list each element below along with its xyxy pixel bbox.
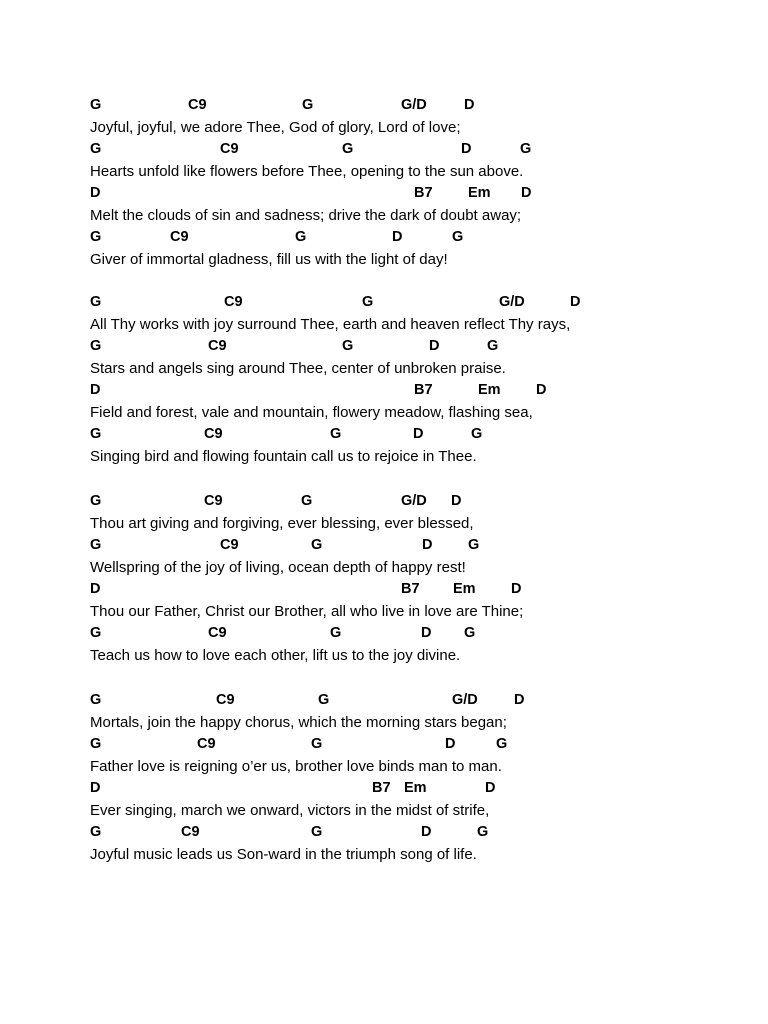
chord: D <box>90 780 101 796</box>
chord-line <box>90 227 730 249</box>
chord: G <box>342 141 354 157</box>
chord: G/D <box>401 97 427 113</box>
verse-2 <box>90 292 730 468</box>
chord: G <box>311 824 323 840</box>
chord-line <box>90 491 730 513</box>
chord: G <box>90 736 102 752</box>
chord: G <box>362 294 374 310</box>
chord: C9 <box>216 692 235 708</box>
chord: Em <box>453 581 476 597</box>
lyric-line: Father love is reigning o’er us, brother love binds man to man. <box>90 758 502 775</box>
chord: D <box>413 426 424 442</box>
chord: B7 <box>414 185 433 201</box>
chord-line <box>90 579 730 601</box>
chord-line <box>90 623 730 645</box>
chord: D <box>421 824 432 840</box>
chord: C9 <box>208 625 227 641</box>
chord: C9 <box>204 493 223 509</box>
lyric-line: Joyful, joyful, we adore Thee, God of glory, Lord of love; <box>90 119 461 136</box>
chord: Em <box>478 382 501 398</box>
chord: G <box>311 736 323 752</box>
chord: D <box>90 581 101 597</box>
lyric-line: Field and forest, vale and mountain, flowery meadow, flashing sea, <box>90 404 533 421</box>
lyric-line: Stars and angels sing around Thee, center of unbroken praise. <box>90 360 506 377</box>
chord: B7 <box>401 581 420 597</box>
lyric-line: Giver of immortal gladness, fill us with the light of day! <box>90 251 448 268</box>
chord-line <box>90 292 730 314</box>
lyric-line: Joyful music leads us Son-ward in the triumph song of life. <box>90 846 477 863</box>
chord: G <box>464 625 476 641</box>
chord: Em <box>404 780 427 796</box>
chord: G <box>90 537 102 553</box>
chord: G/D <box>401 493 427 509</box>
lyric-line: All Thy works with joy surround Thee, earth and heaven reflect Thy rays, <box>90 316 571 333</box>
lyric-line: Hearts unfold like flowers before Thee, opening to the sun above. <box>90 163 524 180</box>
chord: D <box>521 185 532 201</box>
chord: G/D <box>499 294 525 310</box>
verse-4 <box>90 690 730 866</box>
chord: D <box>429 338 440 354</box>
chord: G <box>496 736 508 752</box>
chord-line <box>90 535 730 557</box>
chord: G <box>302 97 314 113</box>
chord: G <box>90 338 102 354</box>
chord: G <box>90 824 102 840</box>
chord-line <box>90 690 730 712</box>
chord: D <box>451 493 462 509</box>
chord: C9 <box>220 141 239 157</box>
chord: G <box>487 338 499 354</box>
chord: G <box>330 625 342 641</box>
chord: G <box>301 493 313 509</box>
chord: Em <box>468 185 491 201</box>
chord: G <box>452 229 464 245</box>
chord-line <box>90 424 730 446</box>
verse-1 <box>90 95 730 271</box>
chord: B7 <box>372 780 391 796</box>
chord: D <box>570 294 581 310</box>
chord-line <box>90 380 730 402</box>
chord: G <box>471 426 483 442</box>
chord: C9 <box>224 294 243 310</box>
chord: C9 <box>170 229 189 245</box>
chord: G <box>90 625 102 641</box>
chord: D <box>392 229 403 245</box>
chord: G <box>90 294 102 310</box>
chord: C9 <box>197 736 216 752</box>
chord: D <box>90 382 101 398</box>
chord: D <box>421 625 432 641</box>
chord: C9 <box>188 97 207 113</box>
chord: G <box>477 824 489 840</box>
chord-line <box>90 183 730 205</box>
lyric-line: Melt the clouds of sin and sadness; drive the dark of doubt away; <box>90 207 522 224</box>
lyric-line: Singing bird and flowing fountain call us to rejoice in Thee. <box>90 448 477 465</box>
chord: G <box>330 426 342 442</box>
chord: G <box>311 537 323 553</box>
chord: C9 <box>204 426 223 442</box>
chord-line <box>90 336 730 358</box>
chord: G <box>90 493 102 509</box>
chord: D <box>536 382 547 398</box>
lyric-line: Teach us how to love each other, lift us to the joy divine. <box>90 647 461 664</box>
chord: G <box>90 692 102 708</box>
verse-3 <box>90 491 730 667</box>
chord: D <box>461 141 472 157</box>
chord-line <box>90 778 730 800</box>
chord: G/D <box>452 692 478 708</box>
chord: G <box>342 338 354 354</box>
chord: D <box>422 537 433 553</box>
chord: D <box>511 581 522 597</box>
lyric-line: Wellspring of the joy of living, ocean depth of happy rest! <box>90 559 466 576</box>
chord: G <box>520 141 532 157</box>
chord: C9 <box>208 338 227 354</box>
lyric-line: Thou our Father, Christ our Brother, all who live in love are Thine; <box>90 603 524 620</box>
chord-line <box>90 734 730 756</box>
chord: D <box>514 692 525 708</box>
chord: C9 <box>220 537 239 553</box>
chord: D <box>464 97 475 113</box>
chord-line <box>90 95 730 117</box>
chord: G <box>468 537 480 553</box>
chord: G <box>90 426 102 442</box>
chord: D <box>445 736 456 752</box>
chord: G <box>318 692 330 708</box>
lyric-line: Thou art giving and forgiving, ever blessing, ever blessed, <box>90 515 474 532</box>
chord-line <box>90 822 730 844</box>
chord: B7 <box>414 382 433 398</box>
chord: G <box>90 229 102 245</box>
chord: C9 <box>181 824 200 840</box>
chord: D <box>90 185 101 201</box>
chord: D <box>485 780 496 796</box>
lyric-line: Mortals, join the happy chorus, which the morning stars began; <box>90 714 507 731</box>
chord-line <box>90 139 730 161</box>
lyric-line: Ever singing, march we onward, victors in the midst of strife, <box>90 802 490 819</box>
chord: G <box>90 97 102 113</box>
chord: G <box>295 229 307 245</box>
chord: G <box>90 141 102 157</box>
